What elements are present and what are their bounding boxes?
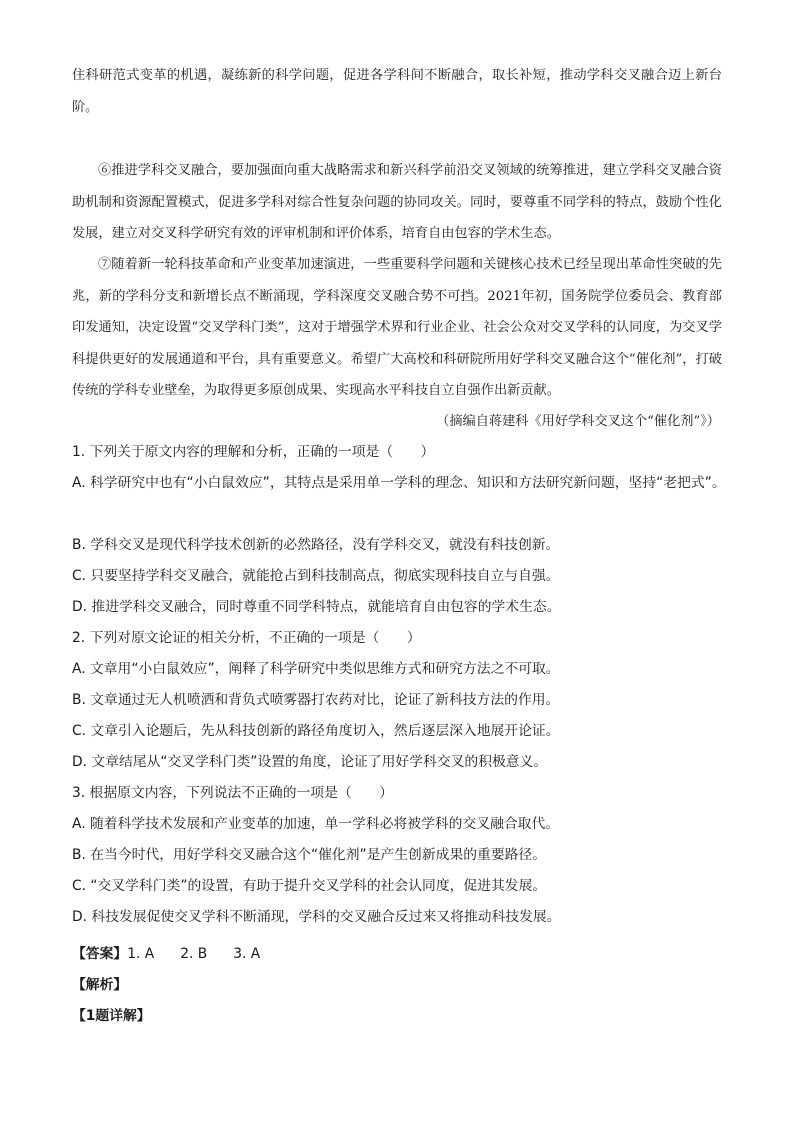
answer-1: 1. A <box>127 946 155 962</box>
question-2-option-c: C. 文章引入论题后，先从科技创新的路径角度切入，然后逐层深入地展开论证。 <box>72 723 560 739</box>
question-1-option-d: D. 推进学科交叉融合，同时尊重不同学科特点，就能培育自由包容的学术生态。 <box>72 599 561 615</box>
passage-paragraph-7: ⑦随着新一轮科技革命和产业变革加速演进，一些重要科学问题和关键核心技术已经呈现出革命性突破的先兆，新的学科分支和新增长点不断涌现，学科深度交叉融合势不可挡。2021年初，国务院学位委员会、教育部印发通知，决定设置“交叉学科门类”，这对于增强学术界和行业企业、社会公众对交叉学科的认同度，为交叉学科提供更好的发展通道和平台，具有重要意义。希望广大高校和科研院所用好学科交叉融合这个“催化剂”，打破传统的学科专业壁垒，为取得更多原创成果、实现高水平科技自立自强作出新贡献。 <box>72 257 722 398</box>
passage-source: （摘编自蒋建科《用好学科交叉这个“催化剂”》） <box>436 414 720 429</box>
question-3-option-b: B. 在当今时代，用好学科交叉融合这个“催化剂”是产生创新成果的重要路径。 <box>72 847 547 863</box>
question-3-option-a: A. 随着科学技术发展和产业变革的加速，单一学科必将被学科的交叉融合取代。 <box>72 816 560 832</box>
question-2-option-a: A. 文章用“小白鼠效应”，阐释了科学研究中类似思维方式和研究方法之不可取。 <box>72 661 560 677</box>
passage-paragraph-6: ⑥推进学科交叉融合，要加强面向重大战略需求和新兴科学前沿交叉领域的统筹推进，建立学科交叉融合资助机制和资源配置模式，促进多学科对综合性复杂问题的协同攻关。同时，要尊重不同学科的特点，鼓励个性化发展，建立对交叉科学研究有效的评审机制和评价体系，培育自由包容的学术生态。 <box>72 163 722 241</box>
detail-1-heading: 【1题详解】 <box>72 1008 151 1024</box>
answer-3: 3. A <box>233 946 261 962</box>
question-1-option-a: A. 科学研究中也有“小白鼠效应”，其特点是采用单一学科的理念、知识和方法研究新问题，坚持“老把式”。 <box>72 475 726 491</box>
passage-paragraph-continued: 住科研范式变革的机遇，凝练新的科学问题，促进各学科间不断融合，取长补短，推动学科交叉融合迈上新台阶。 <box>72 68 722 115</box>
question-1-stem: 1. 下列关于原文内容的理解和分析，正确的一项是（ ） <box>72 444 435 460</box>
question-3-option-d: D. 科技发展促使交叉学科不断涌现，学科的交叉融合反过来又将推动科技发展。 <box>72 909 561 925</box>
question-1-option-c: C. 只要坚持学科交叉融合，就能抢占到科技制高点，彻底实现科技自立与自强。 <box>72 568 560 584</box>
answer-2: 2. B <box>180 946 208 962</box>
question-3-option-c: C. “交叉学科门类”的设置，有助于提升交叉学科的社会认同度，促进其发展。 <box>72 878 547 894</box>
question-2-option-b: B. 文章通过无人机喷洒和背负式喷雾器打农药对比，论证了新科技方法的作用。 <box>72 692 560 708</box>
question-2-option-d: D. 文章结尾从“交叉学科门类”设置的角度，论证了用好学科交叉的积极意义。 <box>72 754 548 770</box>
question-2-stem: 2. 下列对原文论证的相关分析，不正确的一项是（ ） <box>72 630 421 646</box>
answer-label: 【答案】 <box>72 946 128 962</box>
question-1-option-b: B. 学科交叉是现代科学技术创新的必然路径，没有学科交叉，就没有科技创新。 <box>72 537 560 553</box>
question-3-stem: 3. 根据原文内容，下列说法不正确的一项是（ ） <box>72 785 394 801</box>
analysis-heading: 【解析】 <box>72 977 128 993</box>
answer-line <box>72 942 260 962</box>
